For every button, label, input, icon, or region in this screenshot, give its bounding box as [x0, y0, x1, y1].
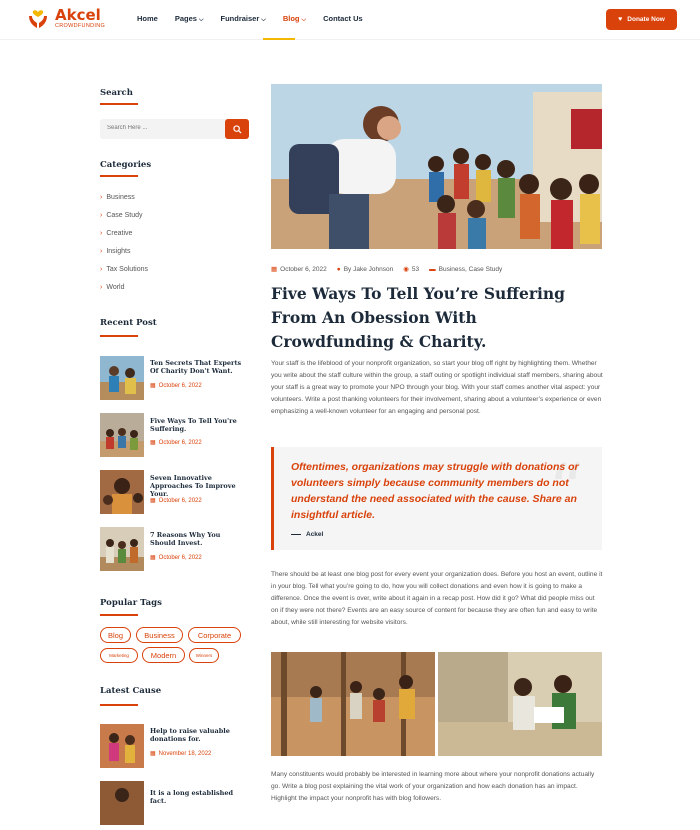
nav-contact[interactable] [323, 14, 363, 24]
cause-thumbnail[interactable] [100, 724, 144, 768]
post-featured-image [271, 84, 602, 249]
recent-post-title[interactable]: 7 Reasons Why You Should Invest. [150, 531, 221, 548]
chevron-right-icon: › [100, 230, 103, 237]
chevron-right-icon: › [100, 284, 103, 291]
category-link[interactable] [100, 212, 143, 219]
cause-thumbnail[interactable] [100, 781, 144, 825]
category-link[interactable] [100, 284, 125, 291]
heart-icon: ♥ [618, 16, 623, 23]
recent-post-thumbnail[interactable] [100, 356, 144, 400]
date-text: November 18, 2022 [158, 751, 212, 757]
calendar-icon: ▦ [150, 555, 156, 561]
categories-widget-title: Categories [100, 160, 152, 170]
logo-name: Akcel [55, 6, 101, 25]
calendar-icon: ▦ [150, 383, 156, 389]
calendar-icon: ▦ [150, 498, 156, 504]
tag-winners[interactable]: Winners [189, 648, 219, 663]
post-paragraph: There should be at least one blog post for every event your organization does. Before you host an event, outline it in your blog. Tell what you’re going to do, how you will collect donations and even how it is going to make a difference. Once the event is over, write about it again in a recap post. How did it go? What did people miss out on if they were not there? Events are an easy source of content for because they are often fun and easy to write about, while still interesting for website visitors. [271, 571, 603, 627]
nav-pages[interactable] [175, 14, 204, 24]
date-text: October 6, 2022 [158, 498, 202, 504]
tag-marketing[interactable]: Marketing [100, 648, 138, 663]
quote-text: Oftentimes, organizations may struggle with donations or volunteers simply because community members do not understand the need associated with the cause. Share an insightful article. [291, 461, 579, 521]
recent-post-date [150, 497, 202, 504]
nav-contact-label: Contact Us [323, 14, 363, 23]
blockquote [271, 447, 602, 550]
user-icon: ● [336, 265, 341, 273]
hands-heart-icon [27, 8, 49, 30]
title-underline [100, 335, 138, 337]
title-underline [100, 614, 138, 616]
chevron-right-icon: › [100, 212, 103, 219]
active-nav-indicator [263, 38, 295, 40]
nav-pages-label: Pages [174, 14, 197, 23]
logo[interactable] [27, 8, 105, 30]
title-underline [100, 704, 138, 706]
cause-title[interactable]: It is a long established fact. [150, 789, 234, 806]
recent-post-title[interactable]: Ten Secrets That Experts Of Charity Don't Want. [150, 359, 242, 376]
cause-title[interactable]: Help to raise valuable donations for. [150, 727, 230, 744]
eye-icon: ◉ [403, 266, 409, 273]
calendar-icon: ▦ [271, 266, 278, 273]
gallery-image [438, 652, 602, 756]
nav-blog[interactable] [283, 14, 306, 24]
chevron-down-icon: ⌵ [301, 17, 307, 23]
category-link[interactable] [100, 194, 135, 201]
nav-home-label: Home [137, 14, 158, 23]
dash-divider [291, 534, 301, 535]
category-link[interactable] [100, 230, 132, 237]
nav-fundraiser-label: Fundraiser [220, 14, 260, 23]
chevron-right-icon: › [100, 194, 103, 201]
recent-post-widget-title: Recent Post [100, 318, 157, 328]
recent-post-date [150, 554, 202, 561]
post-paragraph: Your staff is the lifeblood of your nonprofit organization, so start your blog off right by highlighting them. Whether you write about the staff culture within the group, a staff outing or spotlight individual staff members, sharing about your staff is a great way to promote your NPO through your blog. With your staff comes another vital aspect: your volunteers. Write a post thanking volunteers for their involvement, sharing about a volunteer’s experience or even emphasizing a well-known volunteer for an engaging and personal post. [271, 360, 603, 416]
post-author[interactable]: By Jake Johnson [343, 265, 394, 273]
tag-corporate[interactable]: Corporate [188, 627, 241, 643]
quote-author-name: Ackel [306, 531, 324, 538]
search-box [100, 119, 249, 139]
recent-post-date [150, 382, 202, 389]
post-views: 53 [411, 265, 420, 273]
recent-post-date [150, 439, 202, 446]
logo-tagline: CROWDFUNDING [55, 23, 106, 30]
category-link[interactable] [100, 266, 148, 273]
post-date: October 6, 2022 [280, 265, 327, 273]
gallery-image [271, 652, 435, 756]
search-widget-title: Search [100, 88, 133, 98]
donate-now-button[interactable] [606, 9, 677, 30]
title-underline [100, 103, 138, 105]
category-label: Creative [106, 230, 133, 237]
date-text: October 6, 2022 [158, 440, 202, 446]
latest-cause-widget-title: Latest Cause [100, 686, 162, 696]
date-text: October 6, 2022 [158, 383, 202, 389]
chevron-right-icon: › [100, 266, 103, 273]
tag-business[interactable]: Business [136, 627, 183, 643]
date-text: October 6, 2022 [158, 555, 202, 561]
search-input[interactable] [107, 125, 217, 131]
nav-blog-label: Blog [282, 14, 300, 23]
popular-tags-widget-title: Popular Tags [100, 598, 162, 608]
chevron-right-icon: › [100, 248, 103, 255]
post-paragraph: Many constituents would probably be interested in learning more about where your nonprofit donations actually go. Write a blog post explaining the vital work of your organization and how each donation has an impact. Highlight the impact your nonprofit has with blog followers. [271, 771, 595, 803]
main-nav [137, 14, 380, 24]
category-label: Insights [106, 248, 131, 255]
search-icon [233, 125, 242, 134]
site-header [0, 0, 700, 40]
post-meta [271, 265, 502, 273]
recent-post-title[interactable]: Seven Innovative Approaches To Improve Your. [150, 474, 236, 499]
search-button[interactable] [225, 119, 249, 139]
chevron-down-icon: ⌵ [198, 17, 204, 23]
title-underline [100, 175, 138, 177]
calendar-icon: ▦ [150, 751, 156, 757]
chevron-down-icon: ⌵ [261, 17, 266, 23]
nav-home[interactable] [137, 14, 158, 24]
folder-icon: ▬ [429, 265, 436, 273]
recent-post-thumbnail[interactable] [100, 527, 144, 571]
tag-blog[interactable]: Blog [100, 627, 131, 643]
cause-date [150, 750, 211, 757]
category-label: Tax Solutions [106, 266, 148, 273]
category-label: Business [106, 194, 135, 201]
post-categories[interactable]: Business, Case Study [438, 265, 503, 273]
category-label: World [106, 284, 125, 291]
nav-fundraiser[interactable] [221, 14, 266, 24]
recent-post-thumbnail[interactable] [100, 413, 144, 457]
donate-label: Donate Now [627, 16, 665, 23]
recent-post-thumbnail[interactable] [100, 470, 144, 514]
recent-post-title[interactable]: Five Ways To Tell You're Suffering. [150, 417, 237, 434]
category-label: Case Study [106, 212, 143, 219]
category-link[interactable] [100, 248, 130, 255]
quote-icon: “ [548, 449, 584, 531]
calendar-icon: ▦ [150, 440, 156, 446]
quote-author [291, 531, 323, 538]
post-title: Five Ways To Tell You’re Suffering From An Obession With Crowdfunding & Charity. [271, 284, 566, 351]
tag-modern[interactable]: Modern [142, 647, 185, 663]
